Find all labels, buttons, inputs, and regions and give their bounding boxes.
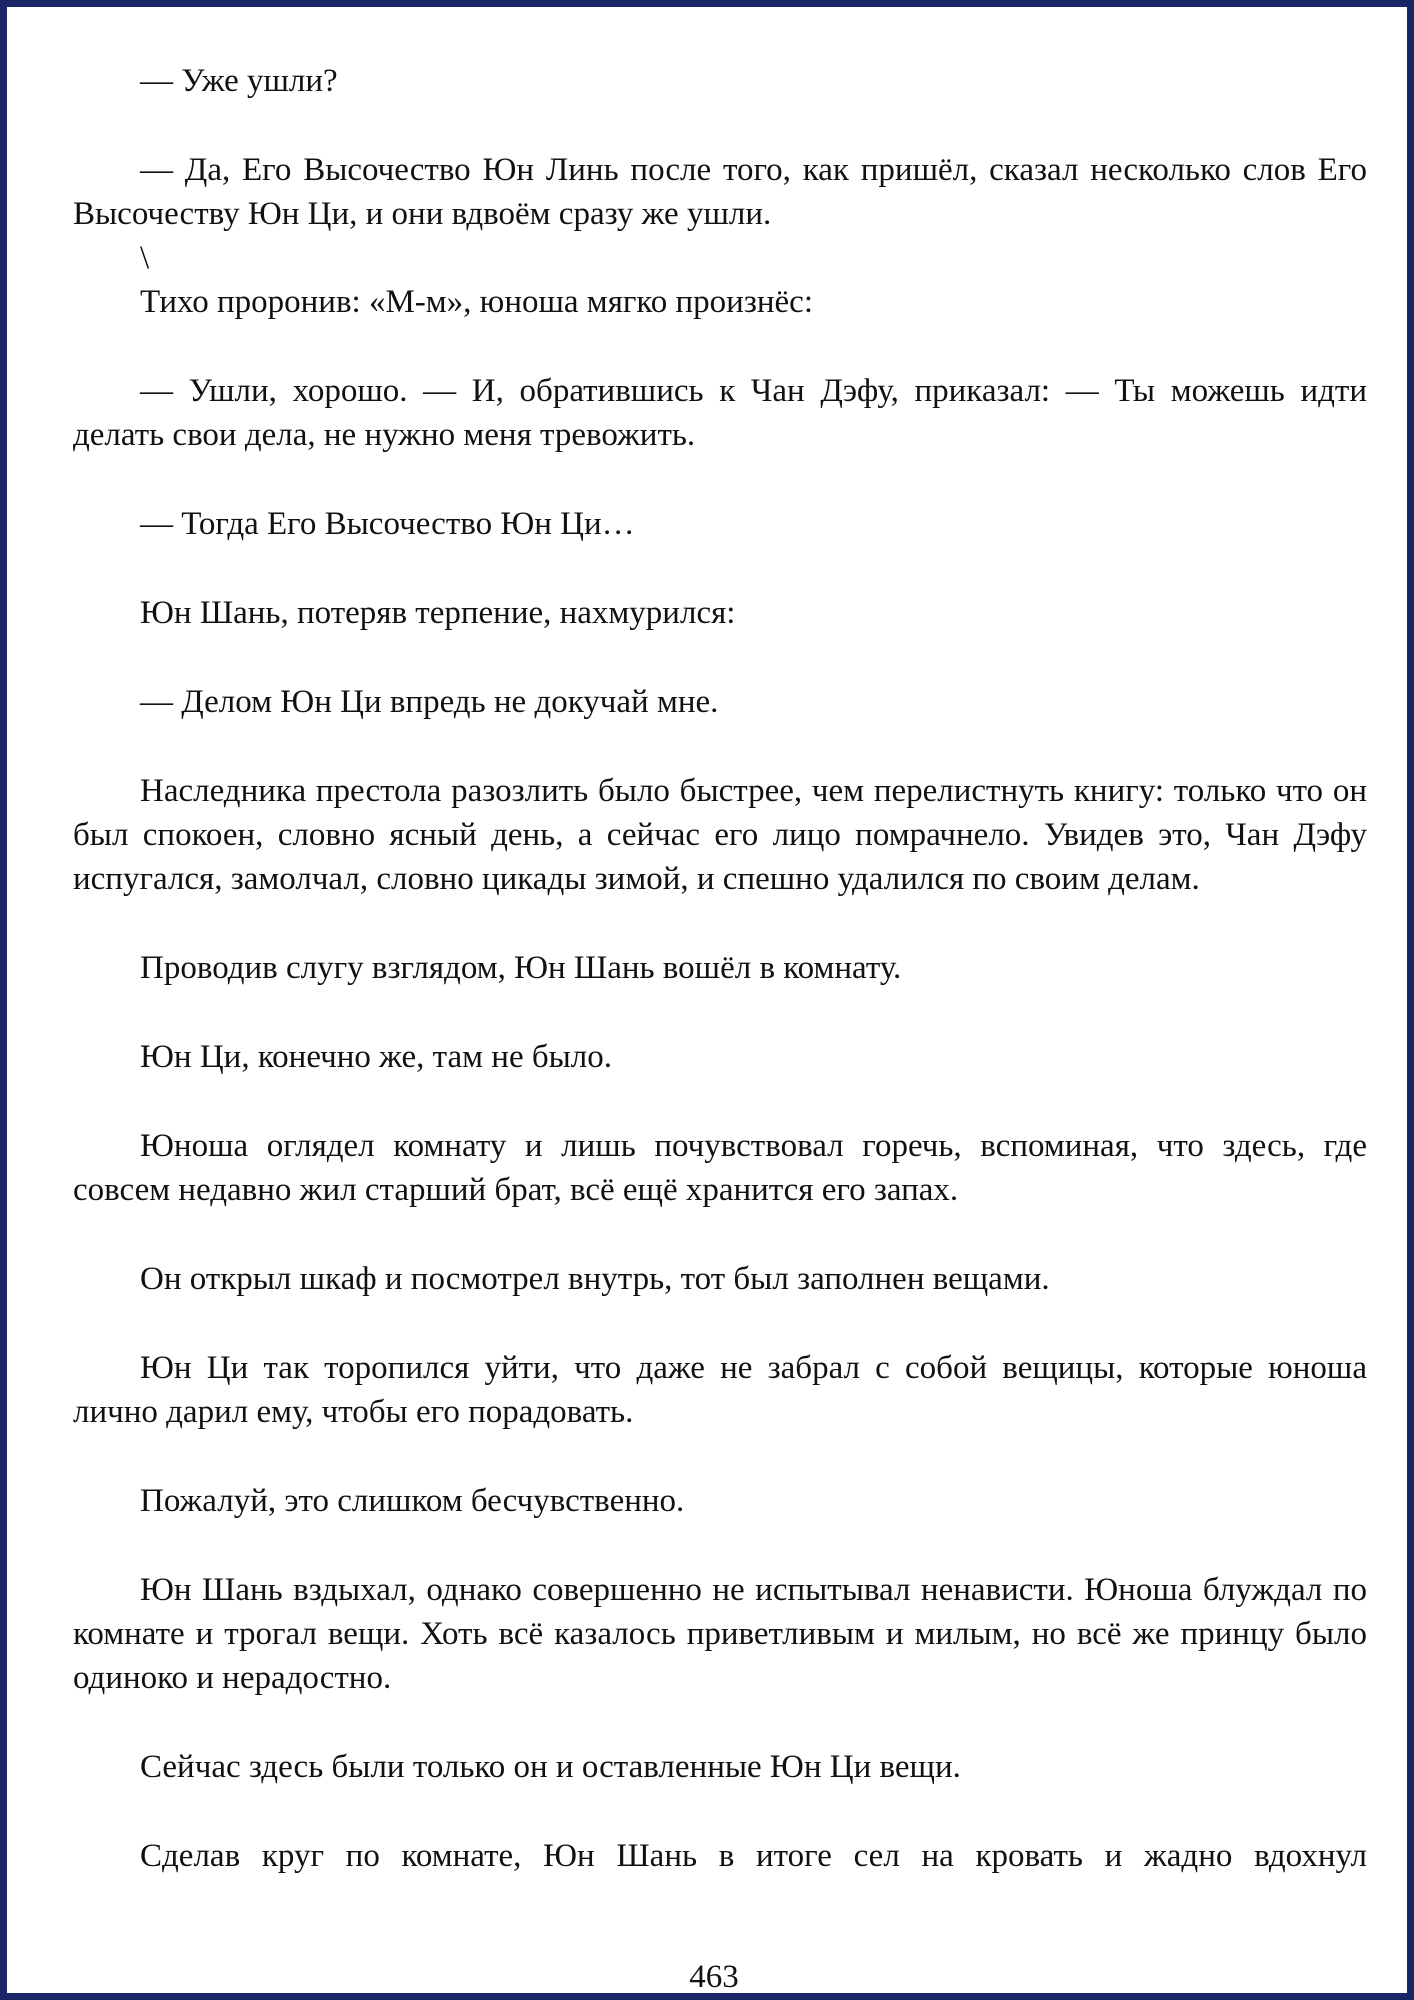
paragraph: \ xyxy=(140,240,150,276)
paragraph: Сейчас здесь были только он и оставленные Юн Ци вещи. xyxy=(140,1749,961,1785)
paragraph: Проводив слугу взглядом, Юн Шань вошёл в комнату. xyxy=(140,950,902,986)
paragraph: — Ушли, хорошо. — И, обратившись к Чан Дэфу, приказал: — Ты можешь идти делать свои дела, не нужно меня тревожить. xyxy=(73,373,1367,453)
paragraph: Юн Ци, конечно же, там не было. xyxy=(140,1039,613,1075)
page-number: 463 xyxy=(689,1959,739,1995)
paragraph: — Уже ушли? xyxy=(140,63,338,99)
paragraph: — Тогда Его Высочество Юн Ци… xyxy=(140,506,635,542)
paragraph: Юн Шань вздыхал, однако совершенно не испытывал ненависти. Юноша блуждал по комнате и трогал вещи. Хоть всё казалось приветливым и милым, но всё же принцу было одиноко и нерадостно. xyxy=(73,1572,1367,1696)
paragraph: Он открыл шкаф и посмотрел внутрь, тот был заполнен вещами. xyxy=(140,1261,1050,1297)
paragraph: Юн Ци так торопился уйти, что даже не забрал с собой вещицы, которые юноша лично дарил ему, чтобы его порадовать. xyxy=(73,1350,1367,1430)
paragraph: — Да, Его Высочество Юн Линь после того, как пришёл, сказал несколько слов Его Высочеству Юн Ци, и они вдвоём сразу же ушли. xyxy=(73,152,1367,232)
paragraph: Тихо проронив: «М-м», юноша мягко произнёс: xyxy=(140,284,813,320)
paragraph: Юн Шань, потеряв терпение, нахмурился: xyxy=(140,595,736,631)
paragraph: Юноша оглядел комнату и лишь почувствовал горечь, вспоминая, что здесь, где совсем недавно жил старший брат, всё ещё хранится его запах. xyxy=(73,1128,1367,1208)
page-text xyxy=(73,59,1367,1878)
paragraph: Пожалуй, это слишком бесчувственно. xyxy=(140,1483,685,1519)
paragraph: Сделав круг по комнате, Юн Шань в итоге сел на кровать и жадно вдохнул xyxy=(140,1838,1367,1874)
paragraph: — Делом Юн Ци впредь не докучай мне. xyxy=(140,684,719,720)
paragraph: Наследника престола разозлить было быстрее, чем перелистнуть книгу: только что он был спокоен, словно ясный день, а сейчас его лицо помрачнело. Увидев это, Чан Дэфу испугался, замолчал, словно цикады зимой, и спешно удалился по своим делам. xyxy=(73,773,1367,897)
